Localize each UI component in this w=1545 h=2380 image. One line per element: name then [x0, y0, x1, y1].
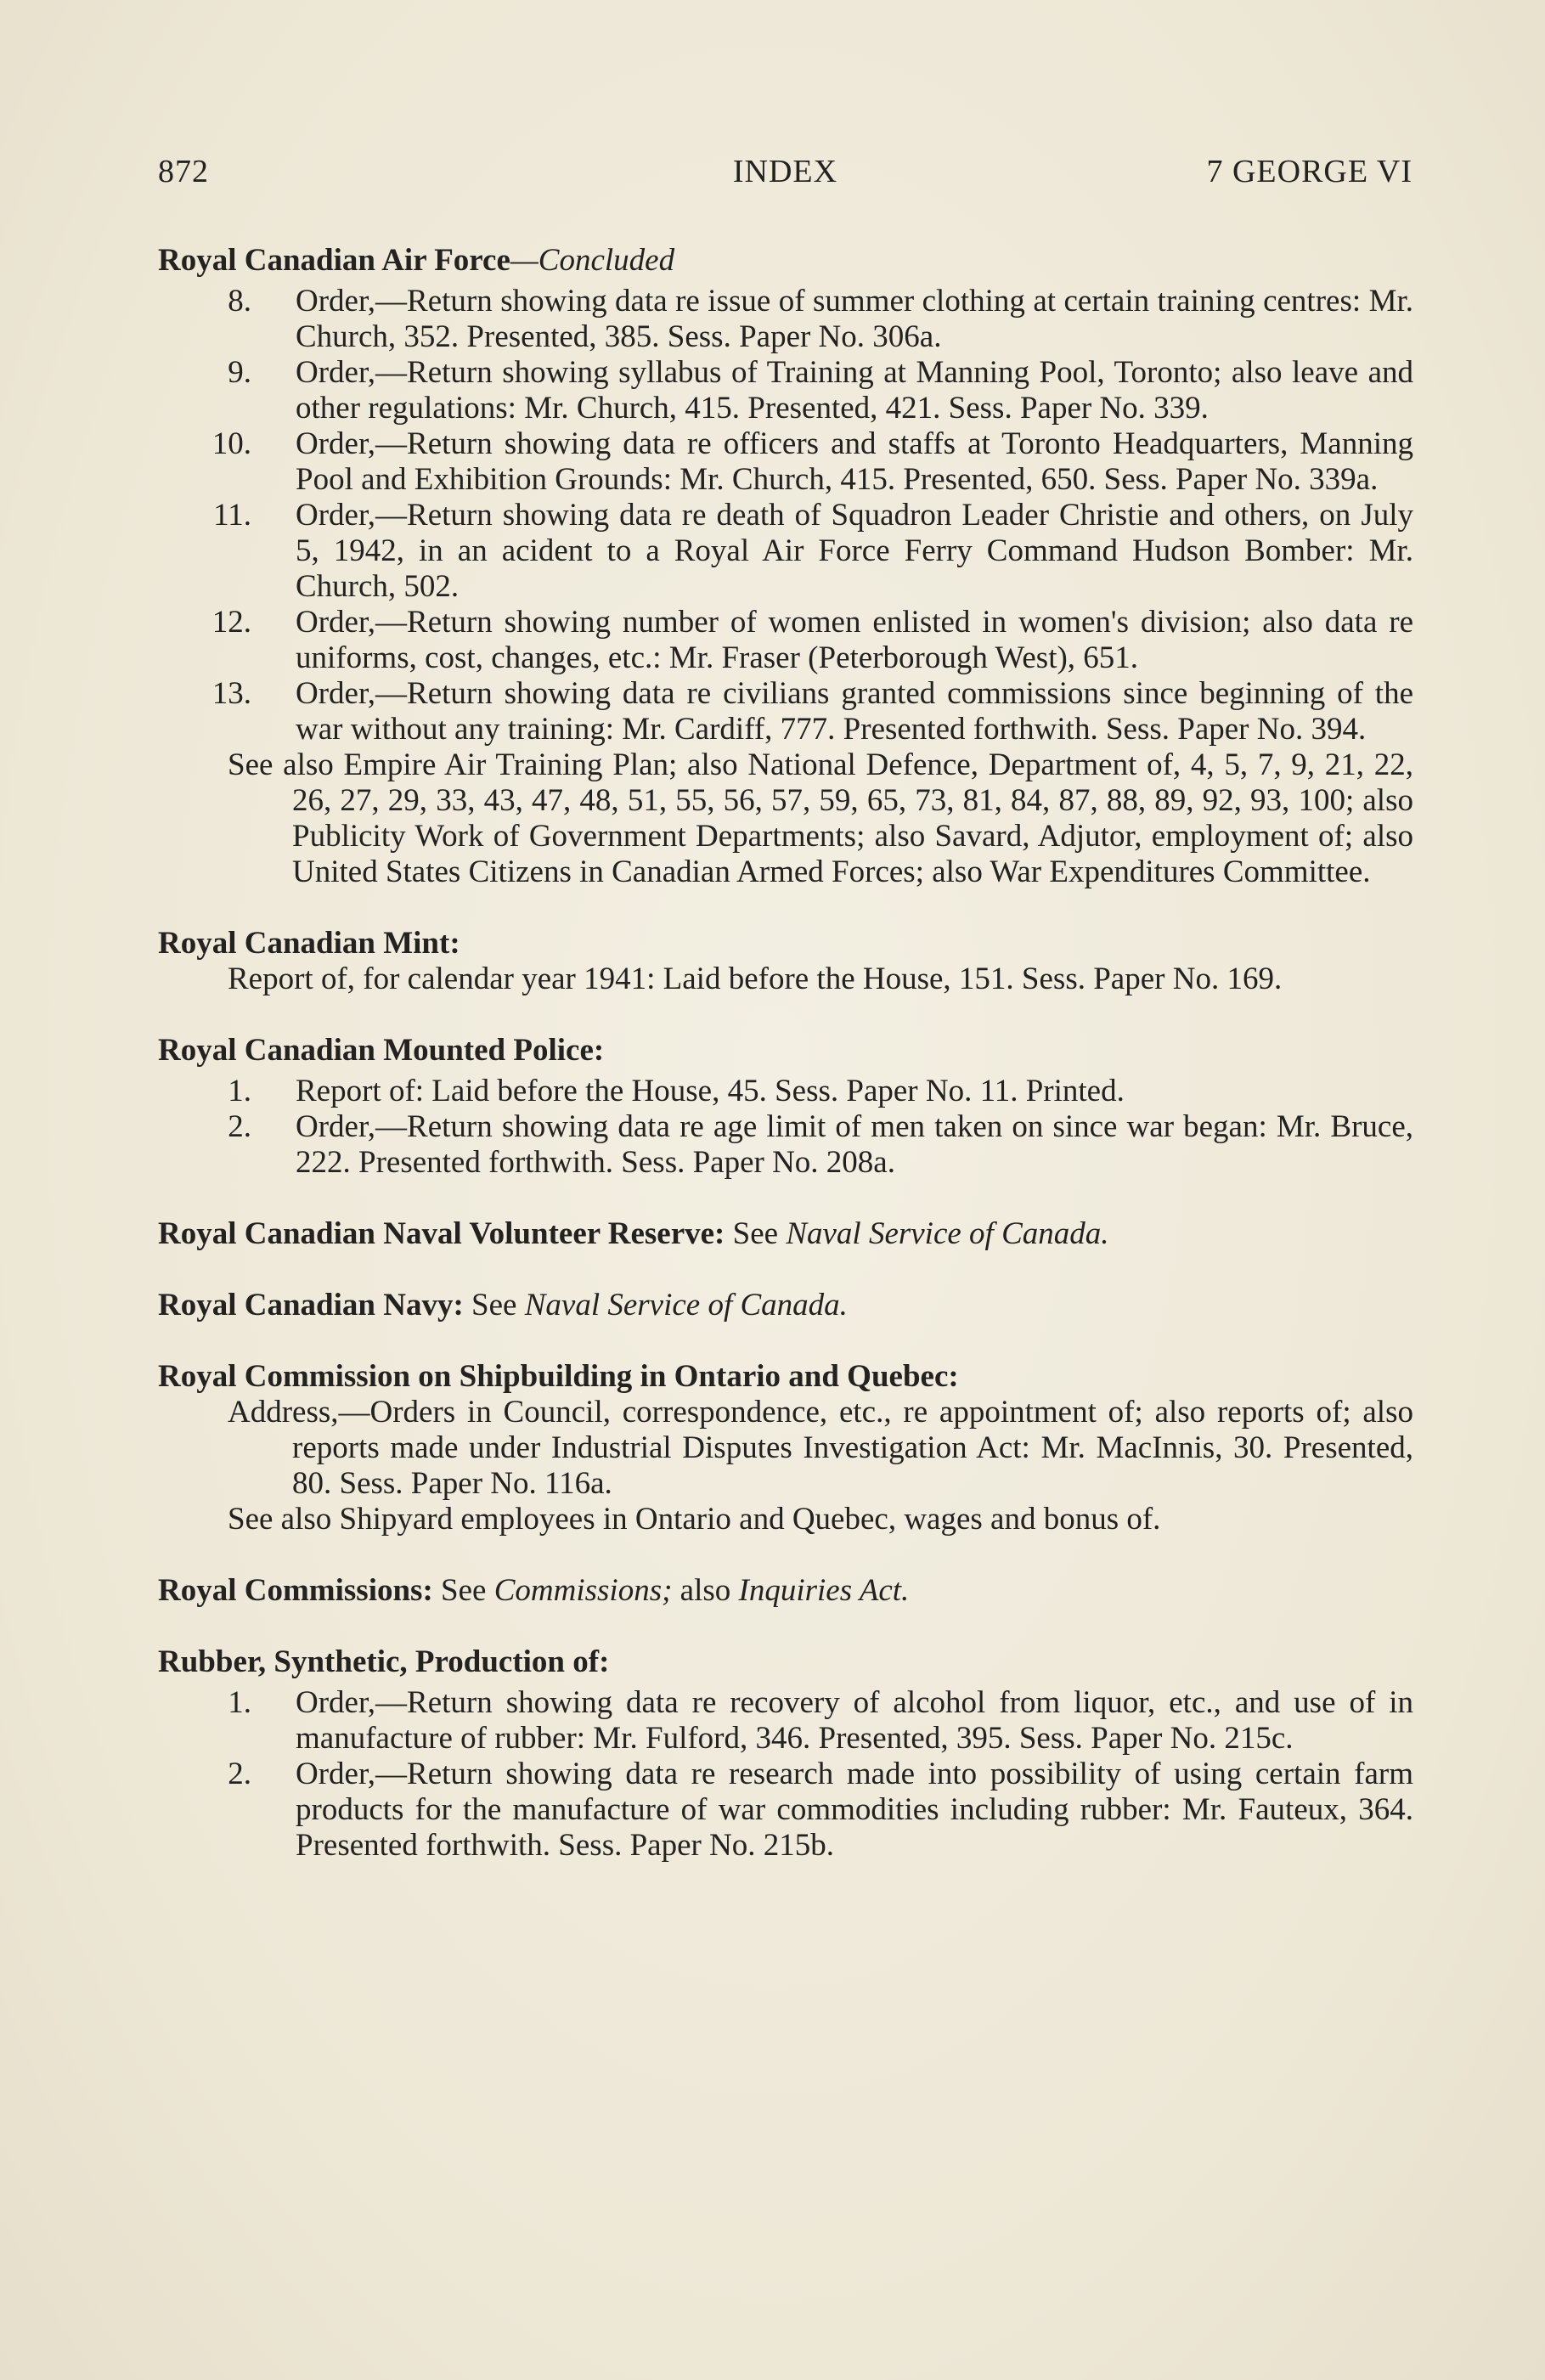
entry-number: 13. [211, 676, 251, 711]
index-section-rcn [158, 1288, 1413, 1323]
entry-number: 10. [211, 426, 251, 461]
entry-list [158, 1074, 1413, 1181]
entry-number: 1. [228, 1074, 251, 1108]
index-section-shipbuilding [158, 1359, 1413, 1537]
list-item [158, 1685, 1413, 1757]
see-also-reference: See also Shipyard employees in Ontario and Quebec, wages and bonus of. [228, 1502, 1161, 1537]
entry-text: Order,—Return showing data re officers and staffs at Toronto Headquarters, Manning Pool and Exhibition Grounds: Mr. Church, 415. Presented, 650. Sess. Paper No. 339a. [296, 426, 1413, 497]
heading-suffix: —Concluded [510, 243, 675, 278]
section-heading: Royal Canadian Naval Volunteer Reserve: See Naval Service of Canada. [158, 1216, 1109, 1251]
index-section-commissions [158, 1573, 1413, 1609]
entry-number: 2. [228, 1757, 251, 1791]
entry-number: 9. [228, 355, 251, 390]
entry-text: Address,—Orders in Council, correspondence, etc., re appointment of; also reports of; also reports made under Industrial Disputes Investigation Act: Mr. MacInnis, 30. Presented, 80. Sess. Paper No. 116a. [228, 1395, 1413, 1501]
index-section-rcaf [158, 243, 1413, 890]
index-content [158, 243, 1413, 1899]
list-item [158, 676, 1413, 747]
see-also-reference: See also Empire Air Training Plan; also National Defence, Department of, 4, 5, 7, 9, 21, 22, 26, 27, 29, 33, 43, 47, 48, 51, 55, 56, 57, 59, 65, 73, 81, 84, 87, 88, 89, 92, 93, 100; also Publicity Work of Government Departments; also Savard, Adjutor, employment of; also United States Citizens in Canadian Armed Forces; also War Expenditures Committee. [228, 747, 1413, 889]
see-label: See [732, 1216, 779, 1251]
section-heading: Royal Commissions: See Commissions; also Inquiries Act. [158, 1573, 910, 1608]
list-item [158, 355, 1413, 426]
section-heading: Rubber, Synthetic, Production of: [158, 1644, 610, 1679]
cross-reference: Commissions; [493, 1573, 673, 1608]
see-label: See [471, 1288, 517, 1323]
list-item [158, 498, 1413, 605]
cross-reference: Naval Service of Canada. [524, 1288, 848, 1323]
entry-number: 11. [213, 498, 251, 533]
entry-list [158, 284, 1413, 747]
entry-text: Report of, for calendar year 1941: Laid before the House, 151. Sess. Paper No. 169. [228, 962, 1283, 996]
entry-text: Order,—Return showing data re age limit of men taken on since war began: Mr. Bruce, 222. Presented forthwith. Sess. Paper No. 208a. [296, 1109, 1413, 1180]
entry-text: Order,—Return showing data re issue of summer clothing at certain training centres: Mr. Church, 352. Presented, 385. Sess. Paper No. 306a. [296, 284, 1413, 354]
entry-number: 8. [228, 284, 251, 319]
cross-reference: Inquiries Act. [738, 1573, 910, 1608]
page-number: 872 [158, 154, 209, 189]
list-item [158, 1109, 1413, 1181]
index-section-rubber [158, 1644, 1413, 1864]
entry-text: Order,—Return showing data re death of Squadron Leader Christie and others, on July 5, 1942, in an acident to a Royal Air Force Ferry Command Hudson Bomber: Mr. Church, 502. [296, 498, 1413, 604]
list-item [158, 426, 1413, 498]
section-heading: Royal Canadian Mint: [158, 926, 460, 961]
session-label: 7 GEORGE VI [1206, 154, 1412, 189]
entry-number: 1. [228, 1685, 251, 1720]
see-also-label: also [679, 1573, 731, 1608]
cross-reference: Naval Service of Canada. [786, 1216, 1109, 1251]
entry-list [158, 1685, 1413, 1864]
list-item [158, 284, 1413, 355]
entry-text: Order,—Return showing syllabus of Training at Manning Pool, Toronto; also leave and other regulations: Mr. Church, 415. Presented, 421. Sess. Paper No. 339. [296, 355, 1413, 426]
index-section-mint [158, 926, 1413, 997]
entry-text: Order,—Return showing number of women enlisted in women's division; also data re uniforms, cost, changes, etc.: Mr. Fraser (Peterborough West), 651. [296, 605, 1413, 675]
section-heading: Royal Canadian Air Force—Concluded [158, 243, 675, 278]
entry-text: Report of: Laid before the House, 45. Sess. Paper No. 11. Printed. [296, 1074, 1125, 1108]
entry-number: 12. [211, 605, 251, 640]
section-heading: Royal Canadian Mounted Police: [158, 1033, 605, 1068]
running-head [158, 153, 1412, 197]
list-item [158, 1757, 1413, 1864]
entry-number: 2. [228, 1109, 251, 1144]
list-item [158, 605, 1413, 676]
section-heading: Royal Canadian Navy: See Naval Service of Canada. [158, 1288, 848, 1323]
entry-text: Order,—Return showing data re recovery of alcohol from liquor, etc., and use of in manufacture of rubber: Mr. Fulford, 346. Presented, 395. Sess. Paper No. 215c. [296, 1685, 1413, 1756]
index-section-rcmp [158, 1033, 1413, 1181]
entry-text: Order,—Return showing data re civilians granted commissions since beginning of the war without any training: Mr. Cardiff, 777. Presented forthwith. Sess. Paper No. 394. [296, 676, 1413, 747]
section-heading: Royal Commission on Shipbuilding in Ontario and Quebec: [158, 1359, 959, 1394]
index-section-rcnvr [158, 1216, 1413, 1252]
see-label: See [441, 1573, 487, 1608]
entry-text: Order,—Return showing data re research made into possibility of using certain farm products for the manufacture of war commodities including rubber: Mr. Fauteux, 364. Presented forthwith. Sess. Paper No. 215b. [296, 1757, 1413, 1863]
page-title: INDEX [732, 154, 838, 189]
list-item [158, 1074, 1413, 1109]
